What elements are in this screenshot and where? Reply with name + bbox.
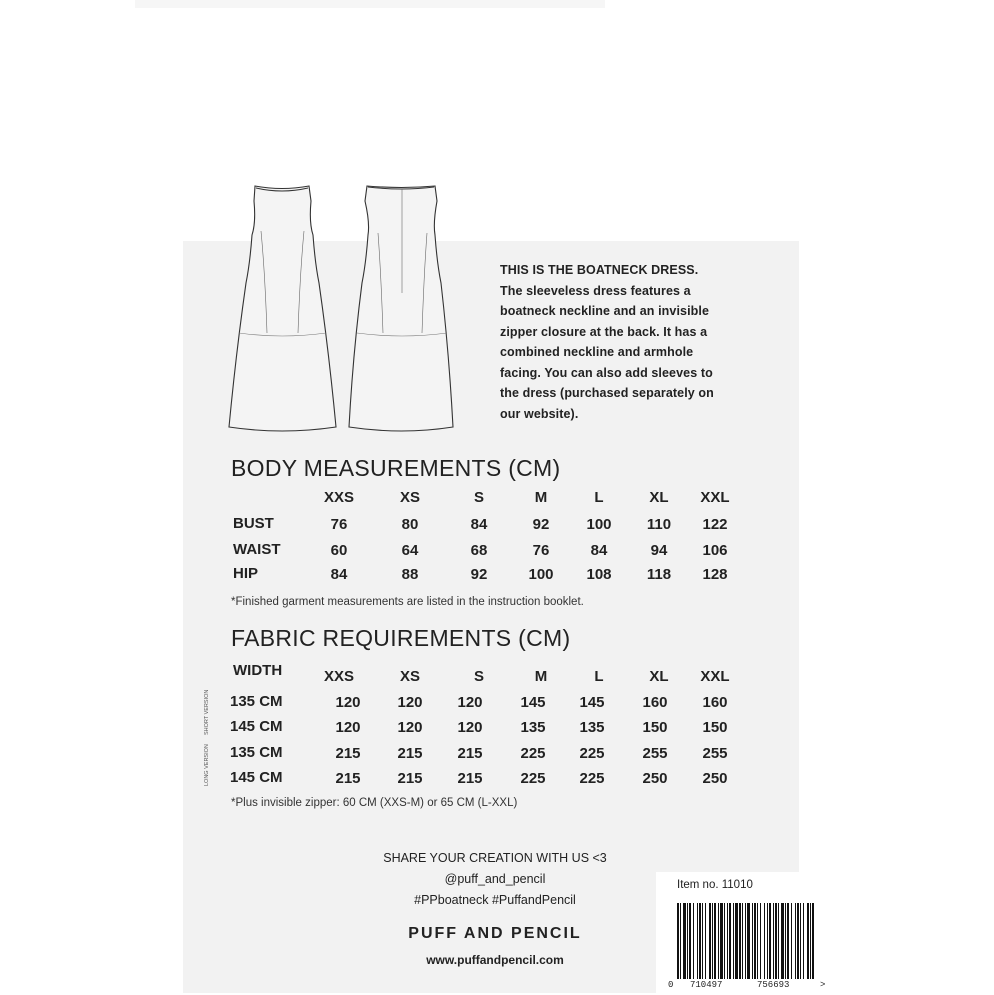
fabric-width-label: WIDTH <box>233 662 283 679</box>
barcode-bar <box>752 903 753 979</box>
barcode <box>677 903 817 979</box>
description-line: our website). <box>500 406 579 421</box>
fabric-row-label: 145 CM <box>230 769 283 786</box>
body-cell: 84 <box>470 516 488 533</box>
barcode-bar <box>714 903 716 979</box>
fabric-row-label: 135 CM <box>230 693 283 710</box>
description-line: zipper closure at the back. It has a <box>500 324 708 339</box>
barcode-arrow: > <box>820 980 826 990</box>
dress-back-illustration <box>345 183 460 433</box>
barcode-digit-first: 0 <box>668 980 674 990</box>
fabric-note: *Plus invisible zipper: 60 CM (XXS-M) or 65 CM (L-XXL) <box>231 797 518 809</box>
body-size-header: XL <box>649 489 669 506</box>
fabric-size-header: S <box>473 668 484 685</box>
body-cell: 88 <box>401 566 419 583</box>
fabric-cell: 145 <box>579 694 605 711</box>
fabric-cell: 215 <box>457 770 483 787</box>
fabric-cell: 215 <box>397 770 423 787</box>
fabric-size-header: M <box>534 668 548 685</box>
body-cell: 118 <box>646 566 672 583</box>
body-cell: 60 <box>330 542 348 559</box>
barcode-bar <box>800 903 801 979</box>
barcode-bar <box>769 903 771 979</box>
barcode-group-2: 756693 <box>757 980 790 990</box>
body-cell: 106 <box>702 542 728 559</box>
barcode-bar <box>705 903 706 979</box>
barcode-bar <box>791 903 792 979</box>
body-cell: 84 <box>590 542 608 559</box>
website-link[interactable]: www.puffandpencil.com <box>426 953 564 967</box>
fabric-cell: 120 <box>335 694 361 711</box>
top-strip <box>135 0 605 8</box>
body-note: *Finished garment measurements are listed in the instruction booklet. <box>231 596 584 608</box>
barcode-bar <box>764 903 765 979</box>
body-cell: 84 <box>330 566 348 583</box>
barcode-bar <box>683 903 686 979</box>
fabric-cell: 120 <box>457 694 483 711</box>
fabric-cell: 225 <box>520 770 546 787</box>
fabric-cell: 255 <box>642 745 668 762</box>
description-line: the dress (purchased separately on <box>500 386 714 400</box>
barcode-bar <box>733 903 734 979</box>
fabric-cell: 225 <box>579 745 605 762</box>
barcode-bar <box>754 903 756 979</box>
body-size-header: L <box>594 489 604 506</box>
barcode-bar <box>677 903 679 979</box>
fabric-cell: 120 <box>397 694 423 711</box>
barcode-bar <box>697 903 698 979</box>
body-size-header: M <box>534 489 548 506</box>
body-cell: 122 <box>702 516 728 533</box>
barcode-bar <box>687 903 688 979</box>
fabric-cell: 250 <box>642 770 668 787</box>
barcode-bar <box>812 903 814 979</box>
barcode-bar <box>693 903 694 979</box>
hashtags: #PPboatneck #PuffandPencil <box>414 893 576 907</box>
body-cell: 76 <box>532 542 550 559</box>
barcode-bar <box>757 903 758 979</box>
body-cell: 76 <box>330 516 348 533</box>
fabric-row-label: 145 CM <box>230 718 283 735</box>
barcode-bar <box>702 903 703 979</box>
barcode-bar <box>718 903 719 979</box>
description-title: THIS IS THE BOATNECK DRESS. <box>500 263 699 277</box>
body-cell: 94 <box>650 542 668 559</box>
body-cell: 128 <box>702 566 728 583</box>
body-cell: 108 <box>586 566 612 583</box>
barcode-bar <box>729 903 731 979</box>
barcode-bar <box>747 903 750 979</box>
long-version-label: LONG VERSION <box>204 744 210 786</box>
barcode-bar <box>680 903 681 979</box>
body-size-header: XS <box>399 489 420 506</box>
barcode-bar <box>689 903 691 979</box>
barcode-bar <box>727 903 728 979</box>
fabric-cell: 160 <box>702 694 728 711</box>
barcode-bar <box>712 903 713 979</box>
fabric-requirements-heading: FABRIC REQUIREMENTS (CM) <box>231 625 571 651</box>
barcode-bar <box>795 903 796 979</box>
fabric-cell: 135 <box>579 719 605 736</box>
fabric-cell: 215 <box>397 745 423 762</box>
body-measurements-heading: BODY MEASUREMENTS (CM) <box>231 455 561 481</box>
dress-front-illustration <box>225 183 340 433</box>
body-cell: 64 <box>401 542 419 559</box>
fabric-cell: 160 <box>642 694 668 711</box>
description-line: The sleeveless dress features a <box>500 283 691 298</box>
share-line: SHARE YOUR CREATION WITH US <3 <box>383 851 607 865</box>
fabric-cell: 145 <box>520 694 546 711</box>
body-size-header: XXL <box>700 489 730 506</box>
fabric-row-label: 135 CM <box>230 744 283 761</box>
barcode-group-1: 710497 <box>690 980 723 990</box>
fabric-cell: 215 <box>457 745 483 762</box>
barcode-bar <box>785 903 786 979</box>
fabric-cell: 135 <box>520 719 546 736</box>
fabric-size-header: XXL <box>700 668 730 685</box>
item-number: Item no. 11010 <box>677 879 753 891</box>
barcode-bar <box>807 903 809 979</box>
fabric-cell: 215 <box>335 770 361 787</box>
fabric-size-header: XXS <box>323 668 354 685</box>
brand-name: PUFF AND PENCIL <box>408 925 582 942</box>
fabric-cell: 120 <box>457 719 483 736</box>
body-cell: 80 <box>401 516 419 533</box>
short-version-label: SHORT VERSION <box>204 689 210 735</box>
body-row-label: BUST <box>233 515 274 532</box>
barcode-bar <box>745 903 746 979</box>
body-size-header: S <box>473 489 484 506</box>
fabric-cell: 250 <box>702 770 728 787</box>
fabric-size-header: XL <box>649 668 669 685</box>
fabric-cell: 120 <box>397 719 423 736</box>
fabric-cell: 225 <box>520 745 546 762</box>
body-cell: 100 <box>528 566 554 583</box>
body-cell: 68 <box>470 542 488 559</box>
body-size-header: XXS <box>323 489 354 506</box>
barcode-bar <box>724 903 725 979</box>
barcode-bar <box>739 903 741 979</box>
fabric-cell: 215 <box>335 745 361 762</box>
barcode-bar <box>720 903 723 979</box>
barcode-bar <box>778 903 779 979</box>
body-row-label: WAIST <box>233 541 281 558</box>
fabric-cell: 150 <box>702 719 728 736</box>
body-cell: 100 <box>586 516 612 533</box>
fabric-size-header: XS <box>399 668 420 685</box>
description-line: facing. You can also add sleeves to <box>500 365 713 380</box>
barcode-bar <box>767 903 768 979</box>
body-cell: 92 <box>532 516 550 533</box>
body-cell: 92 <box>470 566 488 583</box>
barcode-bar <box>781 903 784 979</box>
barcode-bar <box>773 903 774 979</box>
barcode-bar <box>709 903 711 979</box>
fabric-cell: 255 <box>702 745 728 762</box>
barcode-bar <box>760 903 761 979</box>
body-cell: 110 <box>646 516 672 533</box>
barcode-bar <box>810 903 811 979</box>
fabric-cell: 225 <box>579 770 605 787</box>
barcode-bar <box>787 903 789 979</box>
fabric-cell: 150 <box>642 719 668 736</box>
product-description <box>500 260 790 424</box>
fabric-cell: 120 <box>335 719 361 736</box>
instagram-handle: @puff_and_pencil <box>444 872 546 886</box>
fabric-size-header: L <box>594 668 604 685</box>
barcode-bar <box>742 903 743 979</box>
barcode-bar <box>699 903 701 979</box>
body-row-label: HIP <box>233 565 259 582</box>
barcode-bar <box>803 903 804 979</box>
description-line: combined neckline and armhole <box>500 345 694 359</box>
barcode-bar <box>797 903 799 979</box>
barcode-bar <box>775 903 777 979</box>
description-line: boatneck neckline and an invisible <box>500 304 710 318</box>
barcode-bar <box>735 903 738 979</box>
